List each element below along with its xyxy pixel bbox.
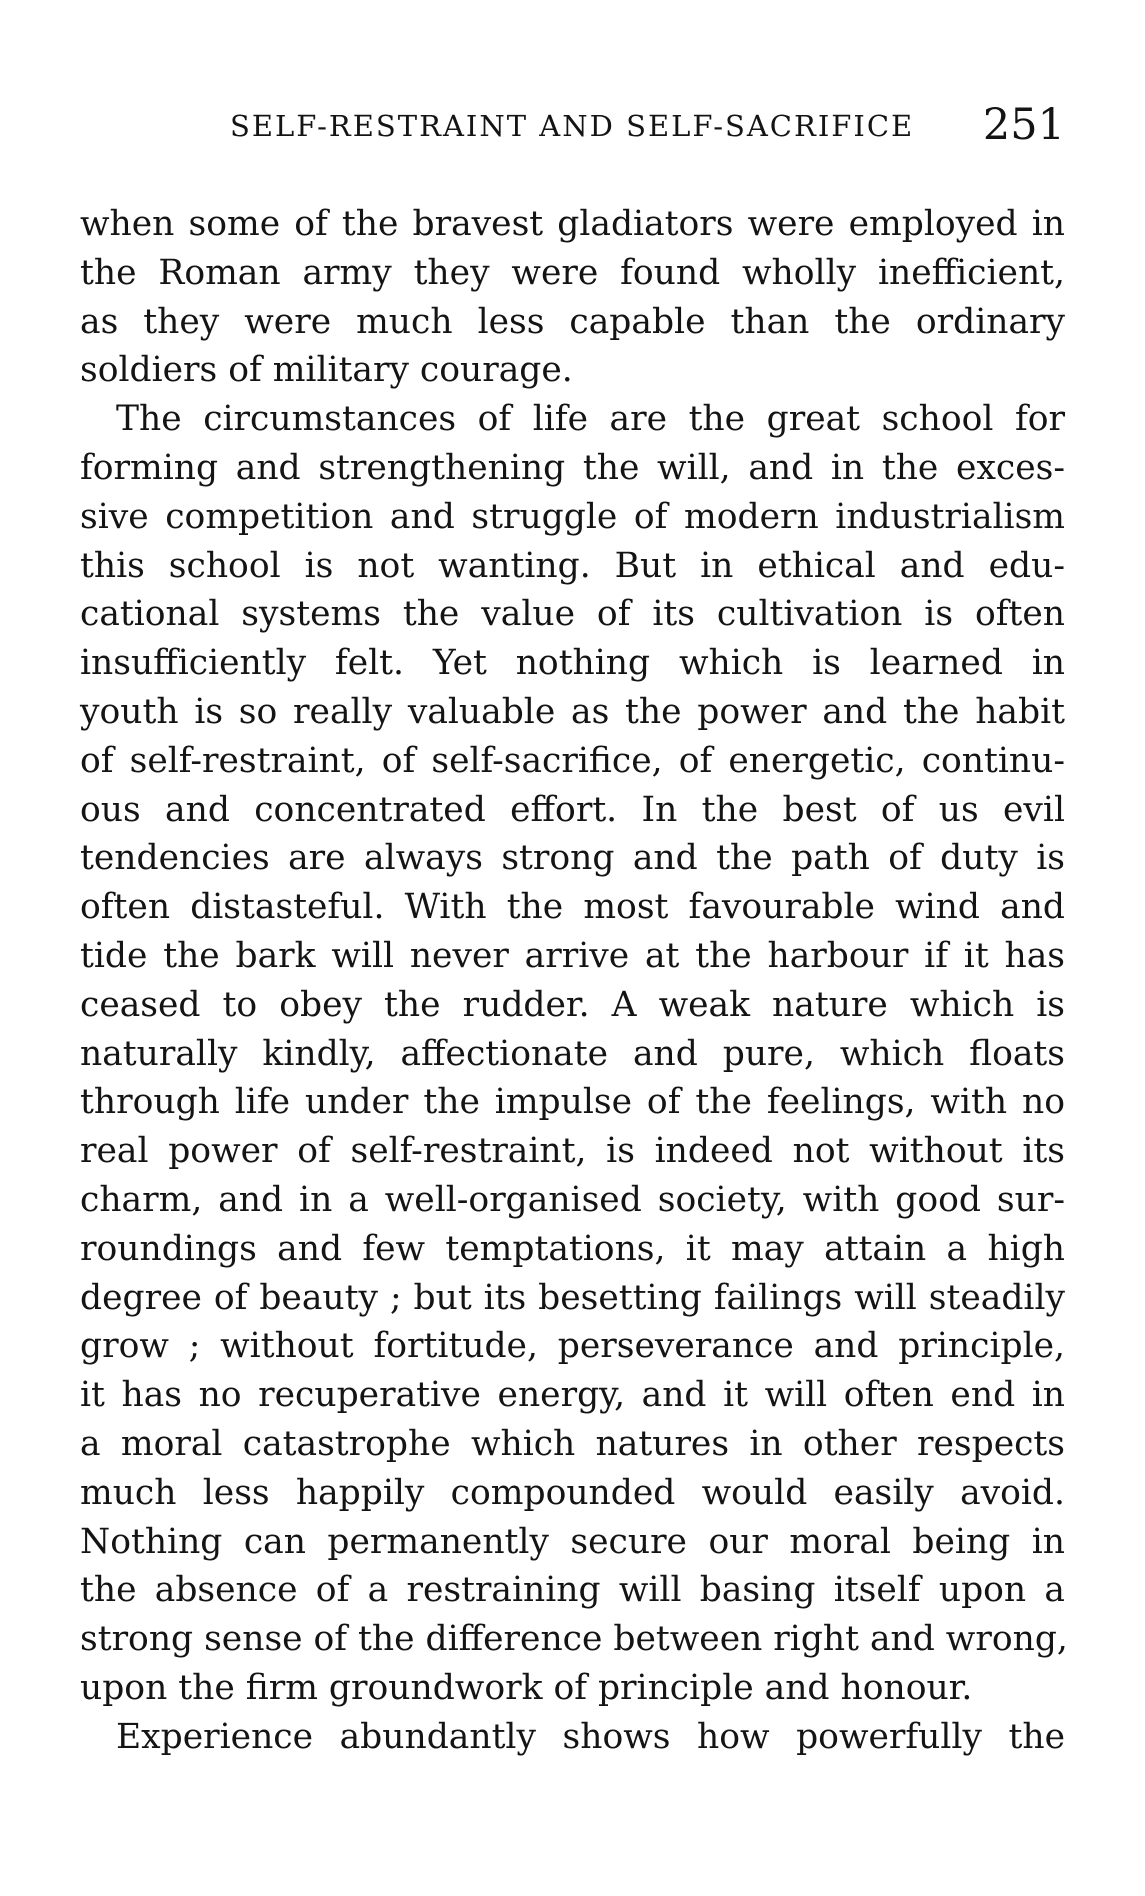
running-head <box>80 100 1065 174</box>
text-line: through life under the impulse of the feelings, with no <box>80 1082 1065 1123</box>
running-title: SELF-RESTRAINT AND SELF-SACRIFICE <box>230 109 915 143</box>
text-line: youth is so really valuable as the power and the habit <box>80 691 1065 732</box>
text-line: insufficiently felt. Yet nothing which is learned in <box>80 643 1065 684</box>
text-line: much less happily compounded would easily avoid. <box>80 1472 1065 1513</box>
text-line: of self-restraint, of self-sacrifice, of energetic, continu- <box>80 740 1065 781</box>
text-line: tide the bark will never arrive at the harbour if it has <box>80 935 1065 976</box>
text-line: degree of beauty ; but its besetting failings will steadily <box>80 1277 1065 1318</box>
book-page <box>80 100 1068 1762</box>
text-line: naturally kindly, affectionate and pure, which floats <box>80 1033 1065 1074</box>
text-line: tendencies are always strong and the path of duty is <box>80 838 1065 879</box>
text-line: a moral catastrophe which natures in other respects <box>80 1423 1065 1464</box>
text-line: the absence of a restraining will basing itself upon a <box>80 1570 1065 1611</box>
text-line: sive competition and struggle of modern industrialism <box>80 496 1065 537</box>
paragraph-circumstances <box>80 395 1068 1713</box>
text-line: it has no recuperative energy, and it will often end in <box>80 1375 1065 1416</box>
text-line: the Roman army they were found wholly inefficient, <box>80 252 1065 293</box>
text-line: soldiers of military courage. <box>80 350 573 391</box>
text-line: as they were much less capable than the ordinary <box>80 301 1065 342</box>
text-line: Nothing can permanently secure our moral being in <box>80 1521 1065 1562</box>
text-line: forming and strengthening the will, and in the exces- <box>80 447 1065 488</box>
text-line: charm, and in a well-organised society, with good sur- <box>80 1179 1065 1220</box>
text-line: cational systems the value of its cultivation is often <box>80 594 1065 635</box>
text-line: often distasteful. With the most favourable wind and <box>80 887 1065 928</box>
text-line: Experience abundantly shows how powerfully the <box>116 1716 1065 1757</box>
text-line: this school is not wanting. But in ethical and edu- <box>80 545 1065 586</box>
page-number: 251 <box>982 100 1065 150</box>
text-line: grow ; without fortitude, perseverance and principle, <box>80 1326 1065 1367</box>
paragraph-experience <box>80 1713 1065 1762</box>
text-line: real power of self-restraint, is indeed not without its <box>80 1131 1065 1172</box>
text-line: strong sense of the difference between right and wrong, <box>80 1619 1068 1660</box>
text-line: roundings and few temptations, it may attain a high <box>80 1228 1065 1269</box>
body-text <box>80 200 1068 1762</box>
text-line: The circumstances of life are the great school for <box>116 399 1065 440</box>
paragraph-continuation <box>80 200 1065 395</box>
text-line: ceased to obey the rudder. A weak nature which is <box>80 984 1065 1025</box>
text-line: when some of the bravest gladiators were employed in <box>80 204 1065 244</box>
text-line: upon the firm groundwork of principle and honour. <box>80 1667 973 1708</box>
text-line: ous and concentrated effort. In the best of us evil <box>80 789 1065 830</box>
